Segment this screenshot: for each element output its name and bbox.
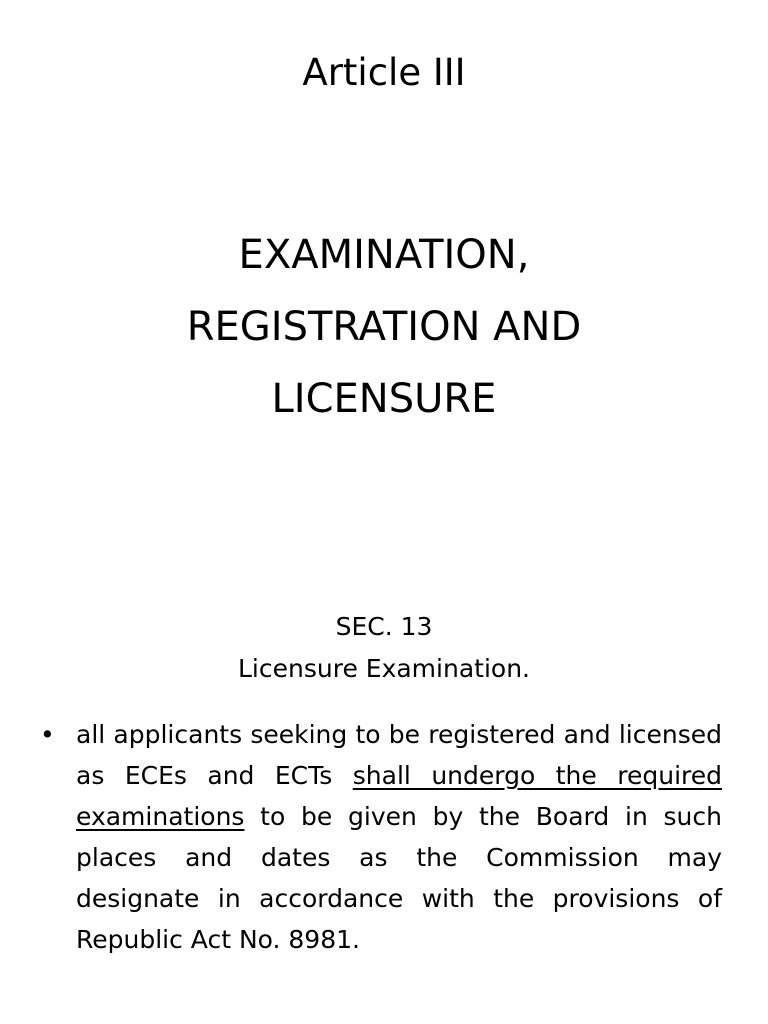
title-line-1: EXAMINATION, — [238, 232, 530, 278]
bullet-text-after: to be given by the Board in such places and dates as the Commission may designate in accordance with the provisions of Republic Act No. 8981. — [76, 802, 722, 954]
title-line-3: LICENSURE — [271, 376, 497, 422]
bullet-item — [40, 714, 722, 960]
bullet-marker: • — [40, 720, 55, 749]
section-name: Licensure Examination. — [238, 654, 530, 683]
page-title — [0, 219, 768, 435]
title-line-2: REGISTRATION AND — [186, 304, 582, 350]
bullet-paragraph — [76, 714, 722, 960]
bullet-text-before: all applicants seeking to be registered and licensed as ECEs and ECTs — [76, 720, 722, 790]
section-heading — [0, 606, 768, 690]
bullet-text-underlined: shall undergo the required examinations — [76, 761, 722, 831]
section-number: SEC. 13 — [335, 612, 433, 641]
article-heading: Article III — [302, 51, 466, 94]
